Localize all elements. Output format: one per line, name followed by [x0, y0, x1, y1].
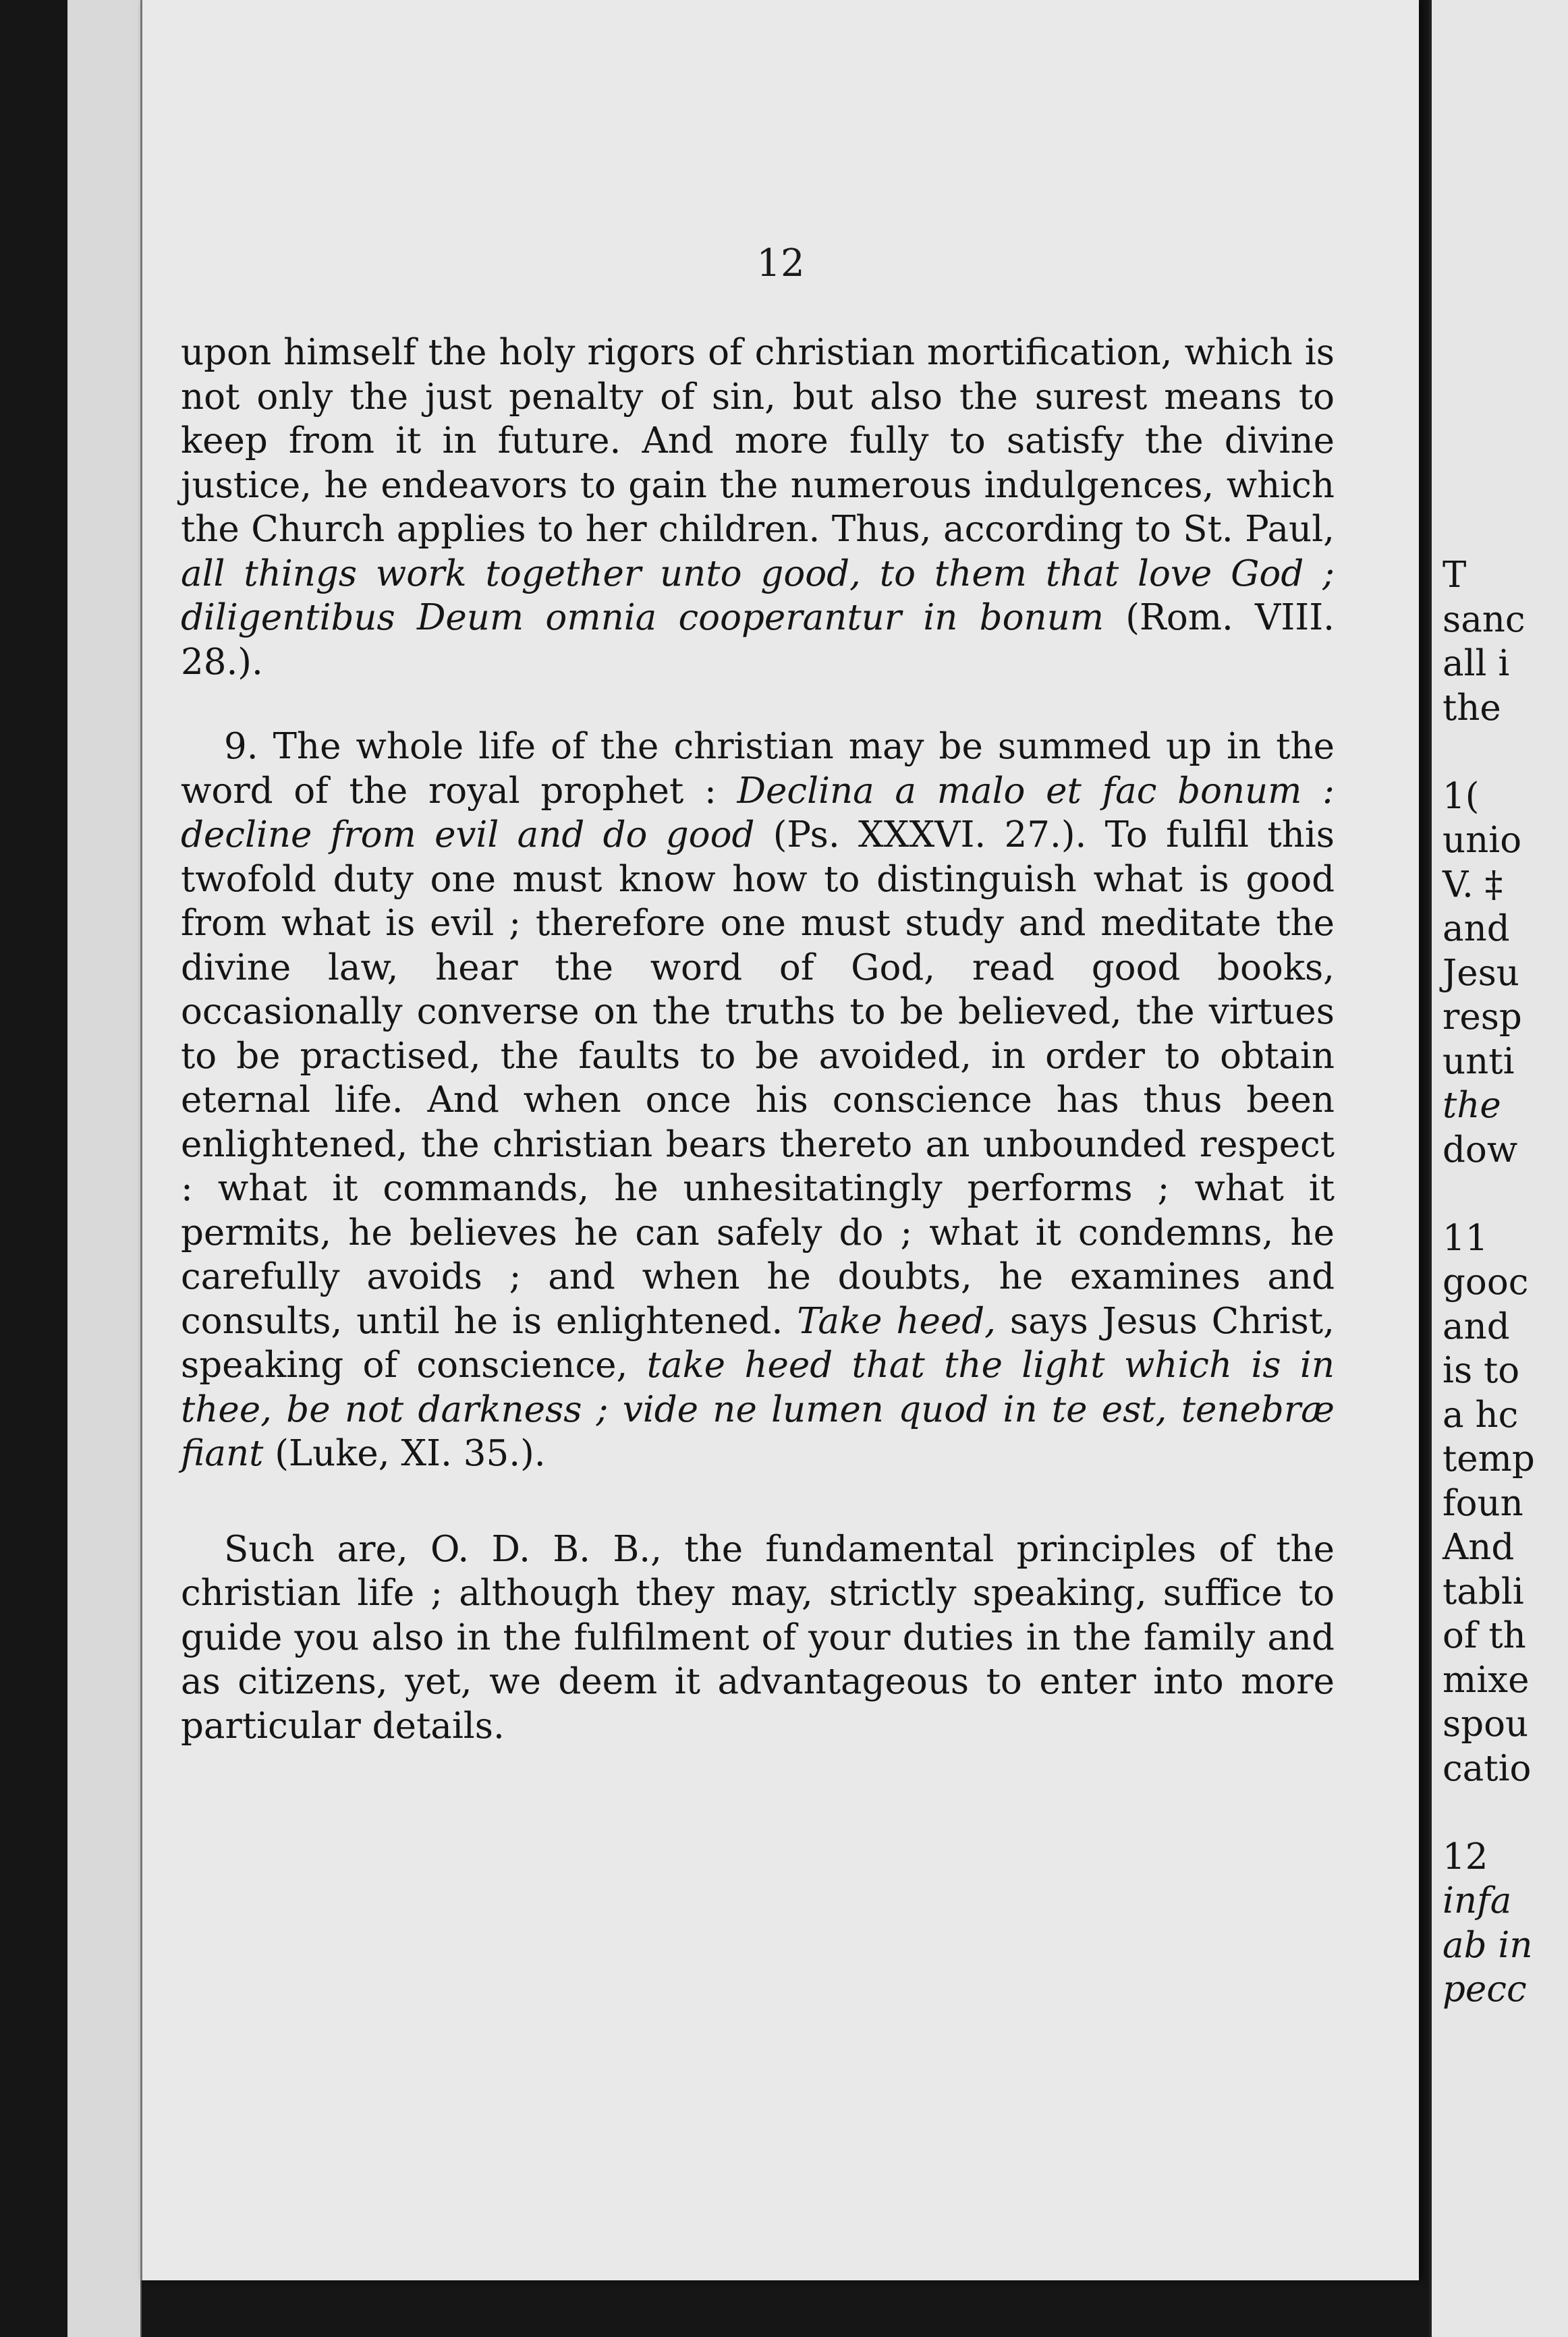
page-edge: [115, 0, 142, 2337]
text-segment: (Luke, XI. 35.).: [263, 1433, 546, 1474]
adjacent-page-line: 12: [1443, 1836, 1488, 1878]
page-body-text: [181, 331, 1335, 1748]
adjacent-page-line: unio: [1443, 820, 1522, 861]
page-edge: [67, 0, 96, 2337]
adjacent-page-line: infa: [1443, 1880, 1512, 1921]
text-segment: upon himself the holy rigors of christian mortification, which is not only the just penalty of sin, but also the surest means to keep from it in future. And more fully to satisfy the divine justice, he endeavors to gain the numerous indulgences, which the Church applies to her children. Thus, according to St. Paul,: [181, 332, 1335, 550]
text-segment: (Rom. VIII. 28.).: [181, 597, 1335, 683]
adjacent-page-line: is to: [1443, 1350, 1520, 1391]
adjacent-page-line: resp: [1443, 996, 1522, 1038]
adjacent-page-line: tabli: [1443, 1571, 1524, 1612]
paragraph-continuation: [181, 331, 1335, 684]
adjacent-page-line: dow: [1443, 1129, 1518, 1171]
adjacent-page-line: spou: [1443, 1704, 1529, 1745]
text-segment: (Ps. XXXVI. 27.). To fulfil this twofold duty one must know how to distinguish what is good from what is evil ; therefore one must study and meditate the divine law, hear the word of God, read good books, occasionally converse on the truths to be believed, the virtues to be practised, the faults to be avoided, in order to obtain eternal life. And when once his conscience has thus been enlightened, the christian bears thereto an unbounded respect : what it commands, he unhesitatingly performs ; what it permits, he believes he can safely do ; what it condemns, he carefully avoids ; and when he doubts, he examines and consults, until he is enlightened.: [181, 814, 1335, 1342]
adjacent-page-line: 11: [1443, 1217, 1488, 1259]
adjacent-page-line: and: [1443, 1305, 1510, 1347]
adjacent-page-line: the: [1443, 1085, 1501, 1126]
adjacent-page-line: of th: [1443, 1615, 1526, 1656]
adjacent-page-line: V. ‡: [1443, 864, 1503, 905]
adjacent-page-line: gooc: [1443, 1262, 1529, 1303]
adjacent-page-line: mixe: [1443, 1659, 1530, 1701]
text-segment: 9. The whole life of the christian may be summed up in the word of the royal prophet :: [181, 726, 1335, 812]
adjacent-page-line: the: [1443, 687, 1501, 729]
adjacent-page-line: [1443, 1791, 1535, 1835]
adjacent-page-line: Jesu: [1443, 952, 1519, 994]
adjacent-page-line: ab in: [1443, 1924, 1533, 1966]
adjacent-page-line: sanc: [1443, 598, 1525, 640]
adjacent-page-line: all i: [1443, 643, 1510, 684]
adjacent-page-text-fragments: [1443, 553, 1535, 2012]
adjacent-page-line: and: [1443, 908, 1510, 949]
page-number: 12: [756, 242, 805, 285]
italic-text-segment: Take heed,: [797, 1300, 997, 1342]
adjacent-page-line: unti: [1443, 1040, 1515, 1082]
adjacent-page-line: T: [1443, 555, 1467, 596]
italic-text-segment: Declina a malo et fac bonum : decline from evil and do good: [181, 770, 1335, 855]
italic-text-segment: all things work together unto good, to them that love God ; diligentibus Deum omnia cooperantur in bonum: [181, 553, 1335, 638]
adjacent-page-line: And: [1443, 1527, 1515, 1568]
paragraph-closing: [181, 1527, 1335, 1749]
adjacent-page-line: [1443, 730, 1535, 775]
page-edge: [94, 0, 116, 2337]
adjacent-page-line: [1443, 1172, 1535, 1216]
adjacent-page-cropped: [1429, 0, 1568, 2337]
paragraph-9: [181, 725, 1335, 1476]
text-segment: says Jesus Christ, speaking of conscience,: [181, 1300, 1335, 1386]
adjacent-page-line: pecc: [1443, 1969, 1527, 2010]
adjacent-page-line: temp: [1443, 1438, 1535, 1480]
adjacent-page-line: foun: [1443, 1482, 1523, 1524]
adjacent-page-line: catio: [1443, 1747, 1532, 1789]
adjacent-page-line: 1(: [1443, 775, 1480, 817]
adjacent-page-line: a hc: [1443, 1394, 1519, 1436]
text-segment: Such are, O. D. B. B., the fundamental principles of the christian life ; although they may, strictly speaking, suffice to guide you also in the fulfilment of your duties in the family and as citizens, yet, we deem it advantageous to enter into more particular details.: [181, 1528, 1335, 1747]
italic-text-segment: take heed that the light which is in thee, be not darkness ; vide ne lumen quod in te est, tenebræ fiant: [181, 1345, 1335, 1474]
